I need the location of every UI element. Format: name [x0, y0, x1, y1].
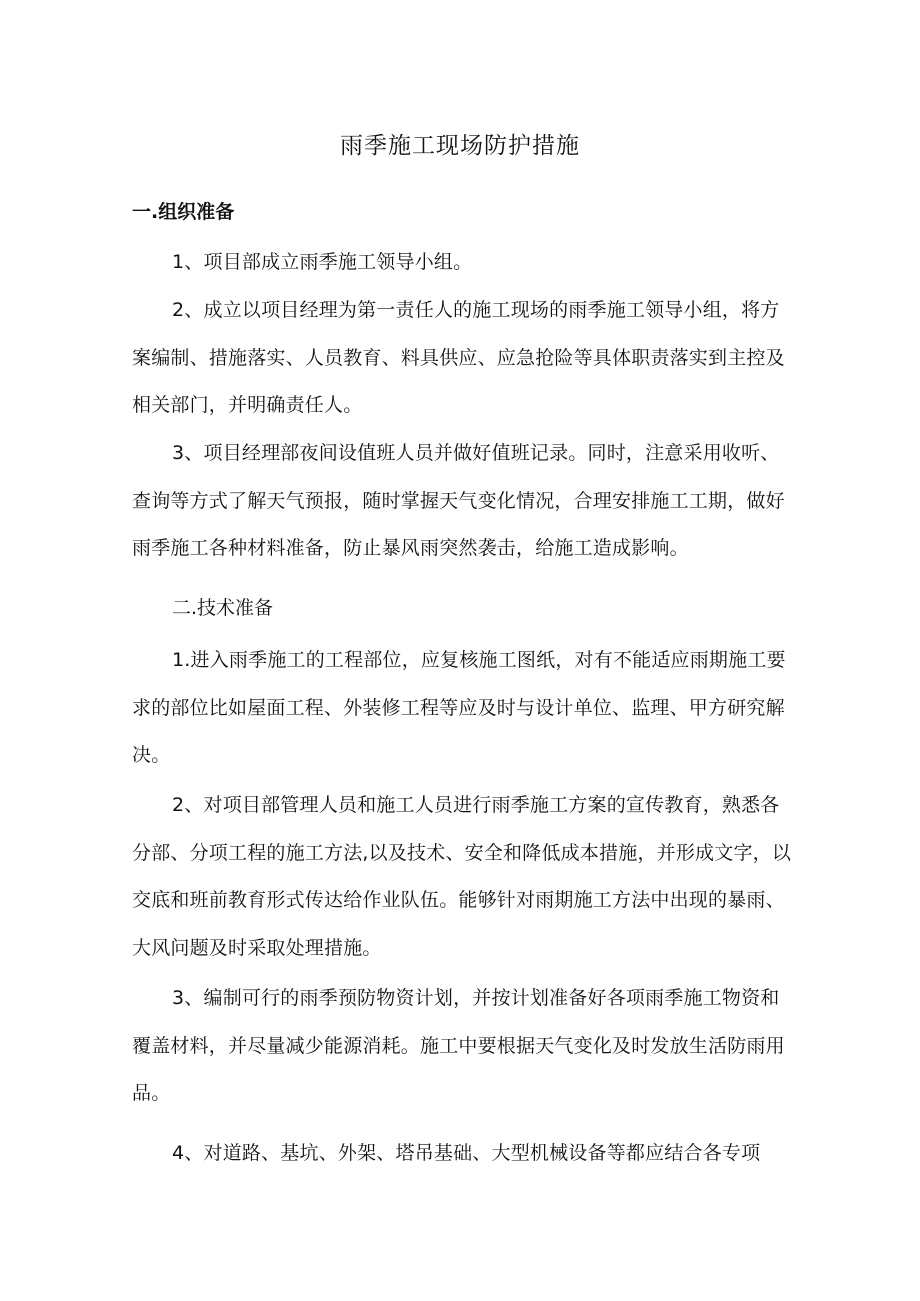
paragraph-2-2: 2、对项目部管理人员和施工人员进行雨季施工方案的宣传教育，熟悉各分部、分项工程的施工方法,以及技术、安全和降低成本措施，并形成文字，以交底和班前教育形式传达给作业队伍。能够针对雨期施工方法中出现的暴雨、大风问题及时采取处理措施。 [132, 794, 792, 959]
paragraph-1-2: 2、成立以项目经理为第一责任人的施工现场的雨季施工领导小组，将方案编制、措施落实、人员教育、料具供应、应急抢险等具体职责落实到主控及相关部门，并明确责任人。 [132, 299, 785, 416]
paragraph-1-1: 1、项目部成立雨季施工领导小组。 [172, 251, 473, 273]
paragraph-2-4: 4、对道路、基坑、外架、塔吊基础、大型机械设备等都应结合各专项 [172, 1142, 761, 1164]
paragraph-1-3: 3、项目经理部夜间设值班人员并做好值班记录。同时，注意采用收听、查询等方式了解天气预报，随时掌握天气变化情况，合理安排施工工期，做好雨季施工各种材料准备，防止暴风雨突然袭击，给施工造成影响。 [132, 442, 785, 559]
paragraph-2-1: 1.进入雨季施工的工程部位，应复核施工图纸，对有不能适应雨期施工要求的部位比如屋面工程、外装修工程等应及时与设计单位、监理、甲方研究解决。 [132, 649, 786, 766]
section-heading-organization: 一.组织准备 [132, 201, 235, 223]
section-heading-technical: 二.技术准备 [172, 597, 274, 619]
paragraph-2-3: 3、编制可行的雨季预防物资计划，并按计划准备好各项雨季施工物资和覆盖材料，并尽量减少能源消耗。施工中要根据天气变化及时发放生活防雨用品。 [132, 987, 785, 1104]
document-title: 雨季施工现场防护措施 [340, 133, 580, 159]
